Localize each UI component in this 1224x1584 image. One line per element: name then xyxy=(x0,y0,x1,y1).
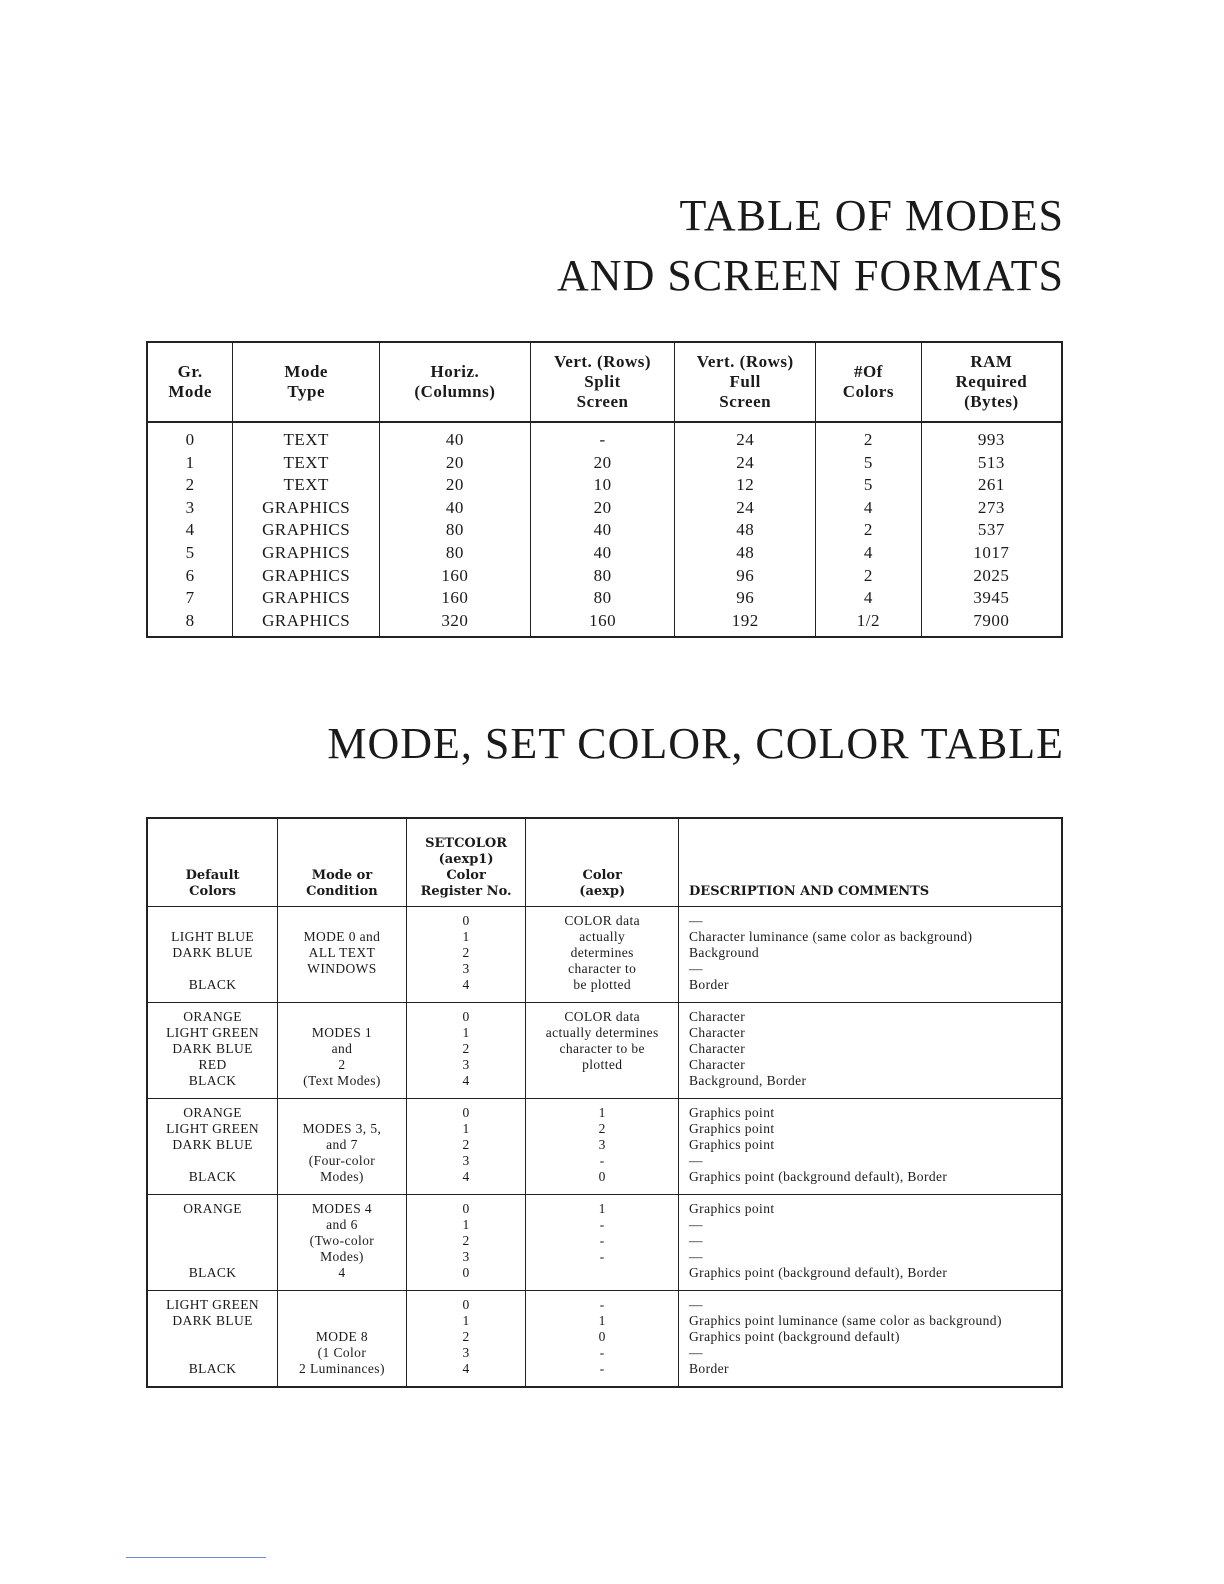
cell-line: 4 xyxy=(338,1265,346,1280)
page-title-modes xyxy=(557,186,1064,306)
table-row xyxy=(147,422,1062,452)
modes-table xyxy=(146,341,1063,638)
cell-line: Graphics point (background default), Border xyxy=(689,1265,948,1280)
header-line: Horiz. xyxy=(430,362,480,381)
header-line: Full xyxy=(729,372,761,391)
cell-line: 0 xyxy=(462,1105,470,1120)
cell-line xyxy=(279,1297,405,1313)
table-cell: 4 xyxy=(816,497,922,520)
cell-line xyxy=(149,1249,276,1265)
column-header xyxy=(406,818,526,907)
header-line: Type xyxy=(287,382,325,401)
table-row xyxy=(147,1003,1062,1099)
cell-line: Graphics point (background default) xyxy=(689,1329,900,1344)
cell-line: 0 xyxy=(598,1329,606,1344)
cell-line: Character xyxy=(689,1041,746,1056)
table-cell: 80 xyxy=(530,565,675,588)
cell-line: — xyxy=(689,1249,703,1264)
table-cell: 40 xyxy=(530,519,675,542)
column-header xyxy=(816,342,922,422)
cell-line: (Text Modes) xyxy=(303,1073,381,1088)
table-cell: 5 xyxy=(816,474,922,497)
table-cell-color xyxy=(526,1003,679,1099)
header-line: #Of xyxy=(853,362,883,381)
table-cell: GRAPHICS xyxy=(233,587,380,610)
table-cell-register xyxy=(406,1291,526,1388)
cell-line: Graphics point xyxy=(689,1121,775,1136)
cell-line: — xyxy=(689,961,703,976)
table-cell: GRAPHICS xyxy=(233,497,380,520)
cell-line: Background, Border xyxy=(689,1073,807,1088)
table-cell-mode xyxy=(278,1291,407,1388)
title-line: TABLE OF MODES xyxy=(679,191,1064,240)
cell-line: BLACK xyxy=(188,1265,237,1280)
cell-line: 4 xyxy=(462,977,470,992)
table-row xyxy=(147,907,1062,1003)
cell-line: 2 xyxy=(462,1329,470,1344)
cell-line: — xyxy=(689,1297,703,1312)
table-cell: 96 xyxy=(675,565,816,588)
column-header xyxy=(233,342,380,422)
cell-line: 2 Luminances) xyxy=(299,1361,385,1376)
table-cell-color xyxy=(526,1099,679,1195)
cell-line: 1 xyxy=(598,1201,606,1216)
table-cell: TEXT xyxy=(233,474,380,497)
table-cell-default-colors xyxy=(147,1003,278,1099)
table-cell: 537 xyxy=(921,519,1062,542)
table-cell: 80 xyxy=(380,519,531,542)
cell-line: and 7 xyxy=(326,1137,358,1152)
cell-line: character to be xyxy=(559,1041,645,1056)
table-row xyxy=(147,519,1062,542)
table-cell: 10 xyxy=(530,474,675,497)
cell-line: 1 xyxy=(598,1313,606,1328)
table-cell-description xyxy=(679,1099,1062,1195)
cell-line: 3 xyxy=(462,1249,470,1264)
cell-line: LIGHT BLUE xyxy=(171,929,255,944)
title-line: AND SCREEN FORMATS xyxy=(557,251,1064,300)
cell-line: Border xyxy=(689,1361,729,1376)
cell-line: Modes) xyxy=(320,1249,364,1264)
cell-line: RED xyxy=(198,1057,227,1072)
cell-line xyxy=(527,1265,677,1281)
cell-line: - xyxy=(599,1249,605,1264)
table-cell-register xyxy=(406,1099,526,1195)
cell-line: Modes) xyxy=(320,1169,364,1184)
table-row xyxy=(147,610,1062,638)
table-cell: 513 xyxy=(921,452,1062,475)
header-line: Colors xyxy=(842,382,894,401)
cell-line: 0 xyxy=(462,1009,470,1024)
header-line: Default xyxy=(185,868,240,883)
cell-line: 3 xyxy=(462,961,470,976)
cell-line: ALL TEXT xyxy=(308,945,376,960)
cell-line: 1 xyxy=(462,1217,470,1232)
cell-line: DARK BLUE xyxy=(172,1041,253,1056)
header-line: Vert. (Rows) xyxy=(554,352,652,371)
table-cell: 5 xyxy=(147,542,233,565)
table-cell: - xyxy=(530,422,675,452)
cell-line: MODES 1 xyxy=(311,1025,373,1040)
cell-line xyxy=(149,913,276,929)
cell-line: Graphics point (background default), Border xyxy=(689,1169,948,1184)
cell-line xyxy=(279,913,405,929)
cell-line: 1 xyxy=(598,1105,606,1120)
table-cell-color xyxy=(526,1291,679,1388)
cell-line: - xyxy=(599,1345,605,1360)
cell-line xyxy=(279,977,405,993)
column-header xyxy=(921,342,1062,422)
header-line: (Columns) xyxy=(414,382,496,401)
table-cell: 5 xyxy=(816,452,922,475)
cell-line: Border xyxy=(689,977,729,992)
table-cell: 7 xyxy=(147,587,233,610)
table-cell: GRAPHICS xyxy=(233,565,380,588)
cell-line: — xyxy=(689,1345,703,1360)
table-cell-description xyxy=(679,907,1062,1003)
table-cell: 160 xyxy=(530,610,675,638)
table-cell: 24 xyxy=(675,452,816,475)
cell-line: Background xyxy=(689,945,760,960)
cell-line: - xyxy=(599,1217,605,1232)
cell-line: 4 xyxy=(462,1169,470,1184)
cell-line: 2 xyxy=(338,1057,346,1072)
cell-line: 1 xyxy=(462,1313,470,1328)
header-line: Mode xyxy=(168,382,212,401)
cell-line: Character xyxy=(689,1057,746,1072)
cell-line: 0 xyxy=(462,1297,470,1312)
cell-line: Graphics point luminance (same color as background) xyxy=(689,1313,1002,1328)
cell-line: 0 xyxy=(598,1169,606,1184)
table-cell: 40 xyxy=(380,422,531,452)
table-cell: TEXT xyxy=(233,422,380,452)
table-cell: 993 xyxy=(921,422,1062,452)
column-header xyxy=(675,342,816,422)
table-cell: 12 xyxy=(675,474,816,497)
table-cell: TEXT xyxy=(233,452,380,475)
cell-line: and xyxy=(331,1041,353,1056)
table-cell: 4 xyxy=(147,519,233,542)
table-cell-description xyxy=(679,1003,1062,1099)
header-line: Mode or xyxy=(311,868,373,883)
table-cell: 2 xyxy=(816,519,922,542)
cell-line: DARK BLUE xyxy=(172,1137,253,1152)
table-cell-default-colors xyxy=(147,1291,278,1388)
cell-line xyxy=(149,1153,276,1169)
table-cell: 20 xyxy=(530,452,675,475)
cell-line: - xyxy=(599,1361,605,1376)
table-row xyxy=(147,565,1062,588)
cell-line: — xyxy=(689,913,703,928)
header-line: Vert. (Rows) xyxy=(696,352,794,371)
header-line: Split xyxy=(584,372,621,391)
column-header xyxy=(679,818,1062,907)
cell-line: BLACK xyxy=(188,1169,237,1184)
cell-line: — xyxy=(689,1233,703,1248)
cell-line: BLACK xyxy=(188,1073,237,1088)
table-cell-register xyxy=(406,1195,526,1291)
cell-line: WINDOWS xyxy=(307,961,377,976)
table-cell-register xyxy=(406,1003,526,1099)
table-cell: 273 xyxy=(921,497,1062,520)
cell-line: MODES 4 xyxy=(311,1201,373,1216)
cell-line: Character luminance (same color as background) xyxy=(689,929,973,944)
table-cell: 96 xyxy=(675,587,816,610)
column-header xyxy=(526,818,679,907)
table-cell-default-colors xyxy=(147,1195,278,1291)
header-line: DESCRIPTION AND COMMENTS xyxy=(689,884,930,899)
cell-line: Character xyxy=(689,1009,746,1024)
header-line: Mode xyxy=(284,362,328,381)
cell-line: — xyxy=(689,1217,703,1232)
cell-line: (Two-color xyxy=(309,1233,375,1248)
table-cell: 4 xyxy=(816,542,922,565)
table-cell-mode xyxy=(278,1099,407,1195)
header-line: Gr. xyxy=(177,362,203,381)
cell-line: DARK BLUE xyxy=(172,1313,253,1328)
cell-line xyxy=(279,1105,405,1121)
cell-line: Character xyxy=(689,1025,746,1040)
header-line: Color xyxy=(446,868,486,883)
cell-line: plotted xyxy=(582,1057,623,1072)
table-cell: 3945 xyxy=(921,587,1062,610)
table-cell: GRAPHICS xyxy=(233,542,380,565)
cell-line: ORANGE xyxy=(183,1105,242,1120)
header-line: Required xyxy=(955,372,1028,391)
cell-line: — xyxy=(689,1153,703,1168)
cell-line: COLOR data xyxy=(564,913,641,928)
cell-line: determines xyxy=(570,945,634,960)
table-cell: 1017 xyxy=(921,542,1062,565)
cell-line: ORANGE xyxy=(183,1009,242,1024)
cell-line xyxy=(279,1313,405,1329)
table-cell: 320 xyxy=(380,610,531,638)
table-cell: 7900 xyxy=(921,610,1062,638)
page-edge-mark xyxy=(126,1557,266,1558)
cell-line: ORANGE xyxy=(183,1201,242,1216)
table-cell-color xyxy=(526,1195,679,1291)
cell-line: 2 xyxy=(462,945,470,960)
column-header xyxy=(147,342,233,422)
table-cell-mode xyxy=(278,907,407,1003)
cell-line: (Four-color xyxy=(308,1153,376,1168)
header-line: Color xyxy=(582,868,622,883)
cell-line: Graphics point xyxy=(689,1137,775,1152)
table-cell: 2 xyxy=(816,422,922,452)
cell-line: 0 xyxy=(462,913,470,928)
cell-line: COLOR data xyxy=(564,1009,641,1024)
cell-line: LIGHT GREEN xyxy=(166,1297,260,1312)
header-line: Screen xyxy=(576,392,629,411)
cell-line: BLACK xyxy=(188,1361,237,1376)
cell-line xyxy=(527,1073,677,1089)
table-row xyxy=(147,497,1062,520)
table-row xyxy=(147,587,1062,610)
table-cell: 1 xyxy=(147,452,233,475)
table-row xyxy=(147,474,1062,497)
header-line: RAM xyxy=(970,352,1013,371)
cell-line: - xyxy=(599,1153,605,1168)
cell-line: (1 Color xyxy=(317,1345,367,1360)
cell-line: 3 xyxy=(462,1153,470,1168)
page-title-color-table: MODE, SET COLOR, COLOR TABLE xyxy=(327,719,1064,768)
table-row xyxy=(147,1195,1062,1291)
table-cell-mode xyxy=(278,1003,407,1099)
color-table xyxy=(146,817,1063,1388)
table-cell: 24 xyxy=(675,497,816,520)
cell-line: 4 xyxy=(462,1361,470,1376)
cell-line: 0 xyxy=(462,1265,470,1280)
table-cell-description xyxy=(679,1291,1062,1388)
table-cell: 80 xyxy=(380,542,531,565)
cell-line: - xyxy=(599,1297,605,1312)
header-line: Screen xyxy=(719,392,772,411)
cell-line: 2 xyxy=(462,1233,470,1248)
table-cell: 0 xyxy=(147,422,233,452)
cell-line: - xyxy=(599,1233,605,1248)
cell-line: actually determines xyxy=(545,1025,659,1040)
table-cell: 48 xyxy=(675,519,816,542)
cell-line xyxy=(149,1345,276,1361)
cell-line: actually xyxy=(579,929,626,944)
cell-line: 3 xyxy=(462,1057,470,1072)
table-cell: 40 xyxy=(530,542,675,565)
cell-line: BLACK xyxy=(188,977,237,992)
header-line: (aexp1) xyxy=(438,852,494,867)
cell-line xyxy=(279,1009,405,1025)
table-cell-default-colors xyxy=(147,907,278,1003)
cell-line xyxy=(149,1329,276,1345)
cell-line: 4 xyxy=(462,1073,470,1088)
cell-line: 1 xyxy=(462,1121,470,1136)
table-cell: 20 xyxy=(530,497,675,520)
table-cell: 3 xyxy=(147,497,233,520)
cell-line: 1 xyxy=(462,1025,470,1040)
cell-line: Graphics point xyxy=(689,1105,775,1120)
table-cell: 80 xyxy=(530,587,675,610)
cell-line: 3 xyxy=(598,1137,606,1152)
table-cell: 6 xyxy=(147,565,233,588)
column-header xyxy=(278,818,407,907)
cell-line: LIGHT GREEN xyxy=(166,1025,260,1040)
table-row xyxy=(147,542,1062,565)
cell-line: LIGHT GREEN xyxy=(166,1121,260,1136)
table-cell: 2 xyxy=(147,474,233,497)
table-cell: GRAPHICS xyxy=(233,519,380,542)
table-cell: 4 xyxy=(816,587,922,610)
cell-line: 0 xyxy=(462,1201,470,1216)
table-row xyxy=(147,452,1062,475)
table-cell: 40 xyxy=(380,497,531,520)
table-cell: 24 xyxy=(675,422,816,452)
column-header xyxy=(380,342,531,422)
table-cell: 192 xyxy=(675,610,816,638)
cell-line: MODE 8 xyxy=(315,1329,369,1344)
header-line: Condition xyxy=(306,884,378,899)
cell-line: Graphics point xyxy=(689,1201,775,1216)
cell-line: 1 xyxy=(462,929,470,944)
header-line: (Bytes) xyxy=(964,392,1019,411)
column-header xyxy=(530,342,675,422)
table-cell-register xyxy=(406,907,526,1003)
cell-line xyxy=(149,1233,276,1249)
cell-line: 3 xyxy=(462,1345,470,1360)
table-cell: 261 xyxy=(921,474,1062,497)
table-cell-default-colors xyxy=(147,1099,278,1195)
cell-line: 2 xyxy=(462,1137,470,1152)
table-cell: 20 xyxy=(380,474,531,497)
header-line: Register No. xyxy=(420,884,512,899)
table-cell-color xyxy=(526,907,679,1003)
header-line: (aexp) xyxy=(579,884,626,899)
table-cell: 2 xyxy=(816,565,922,588)
table-cell: 2025 xyxy=(921,565,1062,588)
cell-line: MODES 3, 5, xyxy=(302,1121,382,1136)
table-row xyxy=(147,1099,1062,1195)
cell-line: and 6 xyxy=(326,1217,358,1232)
cell-line: be plotted xyxy=(573,977,632,992)
cell-line: 2 xyxy=(462,1041,470,1056)
table-cell-mode xyxy=(278,1195,407,1291)
cell-line: MODE 0 and xyxy=(303,929,381,944)
table-cell: 48 xyxy=(675,542,816,565)
table-cell: 160 xyxy=(380,565,531,588)
column-header xyxy=(147,818,278,907)
table-cell-description xyxy=(679,1195,1062,1291)
table-cell: 20 xyxy=(380,452,531,475)
cell-line: DARK BLUE xyxy=(172,945,253,960)
cell-line: character to xyxy=(568,961,637,976)
table-cell: 8 xyxy=(147,610,233,638)
table-row xyxy=(147,1291,1062,1388)
header-line: SETCOLOR xyxy=(425,836,508,851)
cell-line xyxy=(149,1217,276,1233)
table-cell: 160 xyxy=(380,587,531,610)
cell-line xyxy=(149,961,276,977)
table-cell: 1/2 xyxy=(816,610,922,638)
table-cell: GRAPHICS xyxy=(233,610,380,638)
cell-line: 2 xyxy=(598,1121,606,1136)
header-line: Colors xyxy=(189,884,236,899)
